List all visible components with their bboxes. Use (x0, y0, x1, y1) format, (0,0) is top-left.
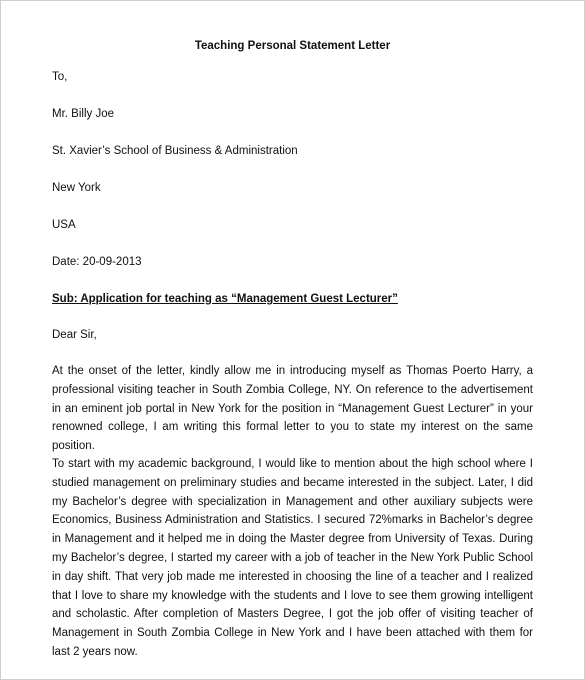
body-paragraph-background: To start with my academic background, I would like to mention about the high school where I studied management on preliminary studies and became interested in the subject. Later, I did my Bachelor’s degree with specialization in Management and other auxiliary subjects were Economics, Business Administration and Statistics. I secured 72%marks in Bachelor’s degree in Management and it helped me in doing the Master degree from University of Texas. During my Bachelor’s degree, I started my career with a job of teacher in the New York Public School in day shift. That very job made me interested in choosing the line of a teacher and I realized that I love to share my knowledge with the students and I love to see them growing intelligent and scholastic. After completion of Masters Degree, I got the job offer of visiting teacher of Management in South Zombia College in New York and I have been attached with them for last 2 years now. (52, 458, 533, 658)
letter-subject: Sub: Application for teaching as “Management Guest Lecturer” (52, 293, 398, 305)
recipient-name: Mr. Billy Joe (52, 108, 114, 120)
body-paragraph-intro: At the onset of the letter, kindly allow me in introducing myself as Thomas Poerto Harry, a professional visiting teacher in South Zombia College, NY. On reference to the advertisement in an eminent job portal in New York for the position in “Management Guest Lecturer” in your renowned college, I am writing this formal letter to you to state my interest on the same position. (52, 365, 533, 453)
letter-date: Date: 20-09-2013 (52, 256, 142, 268)
recipient-city: New York (52, 182, 101, 194)
recipient-country: USA (52, 219, 76, 231)
recipient-school: St. Xavier’s School of Business & Administration (52, 145, 298, 157)
letter-title: Teaching Personal Statement Letter (194, 40, 391, 52)
salutation: Dear Sir, (52, 329, 97, 341)
address-to: To, (52, 71, 68, 83)
